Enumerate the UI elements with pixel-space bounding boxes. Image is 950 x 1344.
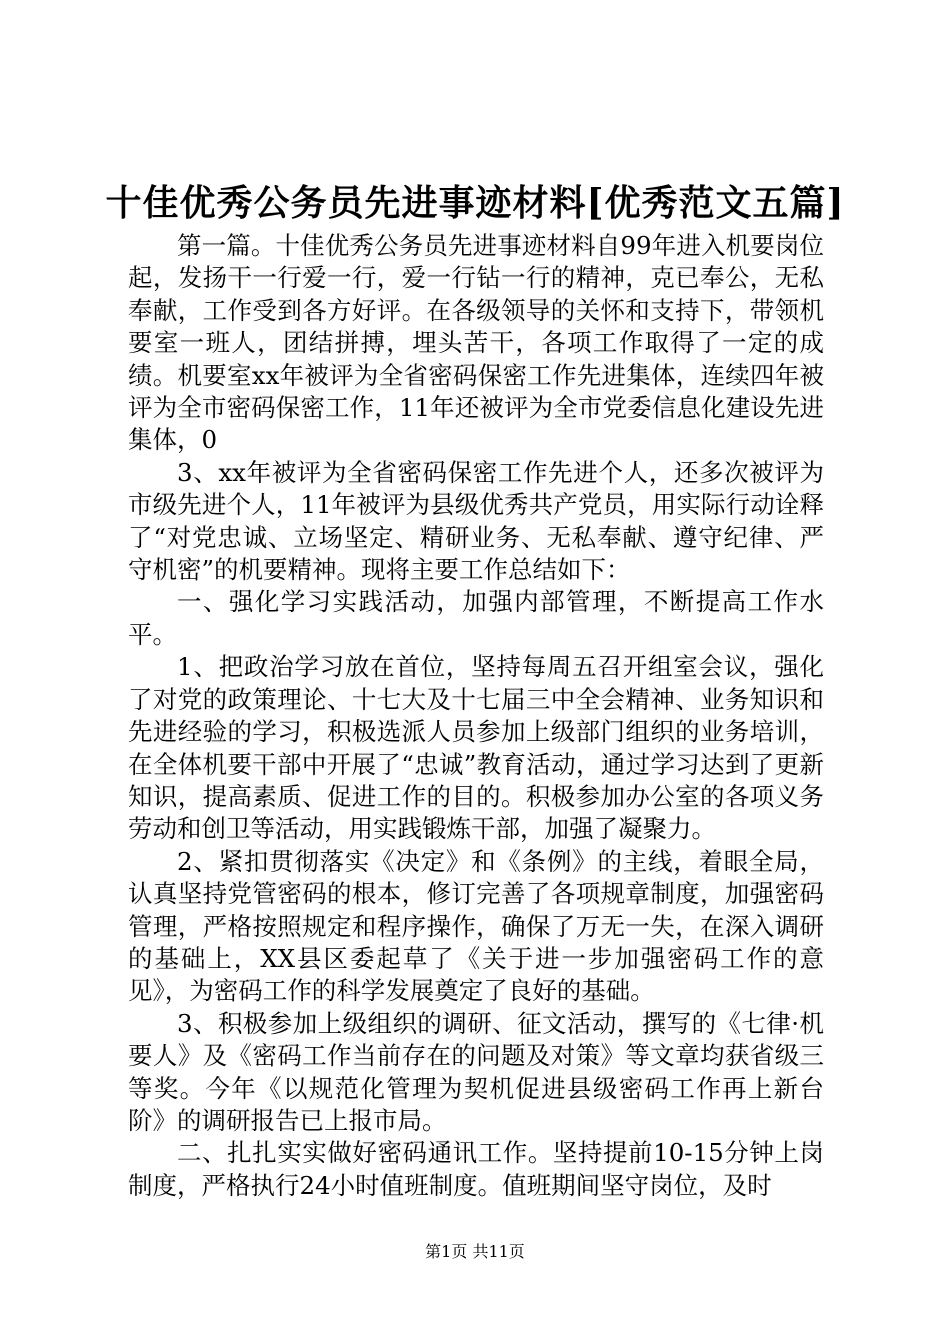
paragraph: 一、强化学习实践活动，加强内部管理，不断提高工作水平。 [128, 587, 824, 649]
paragraph: 1、把政治学习放在首位，坚持每周五召开组室会议，强化了对党的政策理论、十七大及十七届三中全会精神、业务知识和先进经验的学习，积极选派人员参加上级部门组织的业务培训，在全体机要干部中开展了“忠诚”教育活动，通过学习达到了更新知识，提高素质、促进工作的目的。积极参加办公室的各项义务劳动和创卫等活动，用实践锻炼干部，加强了凝聚力。 [128, 652, 824, 844]
paragraph: 2、紧扣贯彻落实《决定》和《条例》的主线，着眼全局，认真坚持党管密码的根本，修订完善了各项规章制度，加强密码管理，严格按照规定和程序操作，确保了万无一失，在深入调研的基础上，XX县区委起草了《关于进一步加强密码工作的意见》，为密码工作的科学发展奠定了良好的基础。 [128, 846, 824, 1006]
paragraph: 二、扎扎实实做好密码通讯工作。坚持提前10-15分钟上岗制度，严格执行24小时值班制度。值班期间坚守岗位，及时 [128, 1138, 824, 1200]
paragraph: 第一篇。十佳优秀公务员先进事迹材料自99年进入机要岗位起，发扬干一行爱一行，爱一行钻一行的精神，克已奉公，无私奉献，工作受到各方好评。在各级领导的关怀和支持下，带领机要室一班人，团结拼搏，埋头苦干，各项工作取得了一定的成绩。机要室xx年被评为全省密码保密工作先进集体，连续四年被评为全市密码保密工作，11年还被评为全市党委信息化建设先进集体，0 [128, 231, 824, 455]
document-title: 十佳优秀公务员先进事迹材料[优秀范文五篇] [105, 182, 845, 224]
document-body [128, 230, 824, 1202]
paragraph: 3、积极参加上级组织的调研、征文活动，撰写的《七律·机要人》及《密码工作当前存在的问题及对策》等文章均获省级三等奖。今年《以规范化管理为契机促进县级密码工作再上新台阶》的调研报告已上报市局。 [128, 1008, 824, 1135]
page-number-footer: 第1页 共11页 [425, 1242, 525, 1261]
paragraph: 3、xx年被评为全省密码保密工作先进个人，还多次被评为市级先进个人，11年被评为县级优秀共产党员，用实际行动诠释了“对党忠诚、立场坚定、精研业务、无私奉献、遵守纪律、严守机密”的机要精神。现将主要工作总结如下： [128, 457, 824, 585]
